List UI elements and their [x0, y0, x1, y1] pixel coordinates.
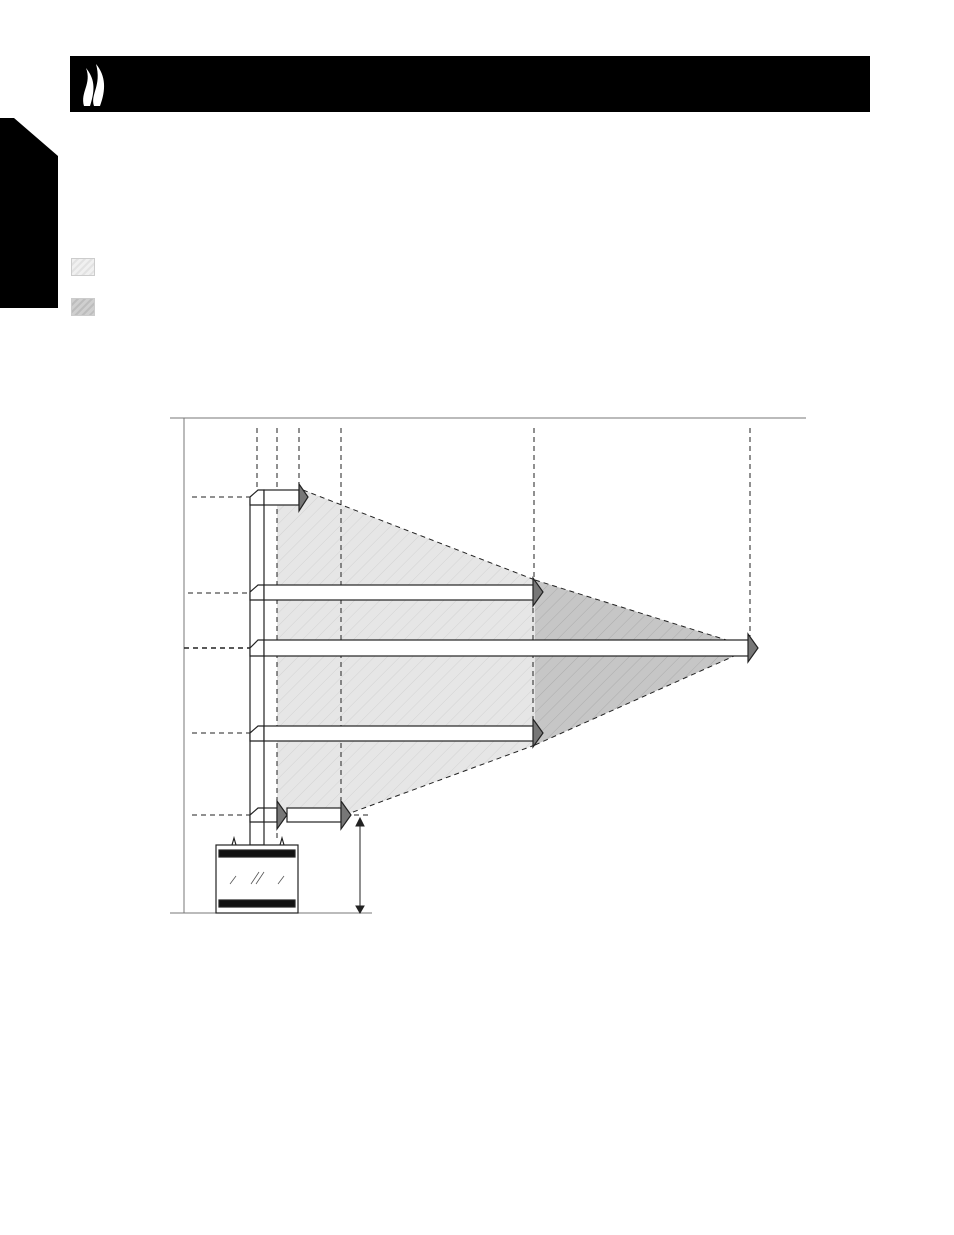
- dark-area-paragraph: [70, 298, 456, 318]
- dark-shade-swatch: [71, 298, 95, 316]
- side-tab-label: [10, 170, 38, 250]
- dimension-arrow: [356, 818, 364, 913]
- fireplace-unit: [216, 838, 298, 913]
- light-shade-swatch: [71, 258, 95, 276]
- venting-diagram: [0, 355, 954, 935]
- vertical-vent-pipe: [250, 500, 264, 845]
- light-area-paragraph: [70, 258, 456, 278]
- regency-logo: [78, 58, 278, 110]
